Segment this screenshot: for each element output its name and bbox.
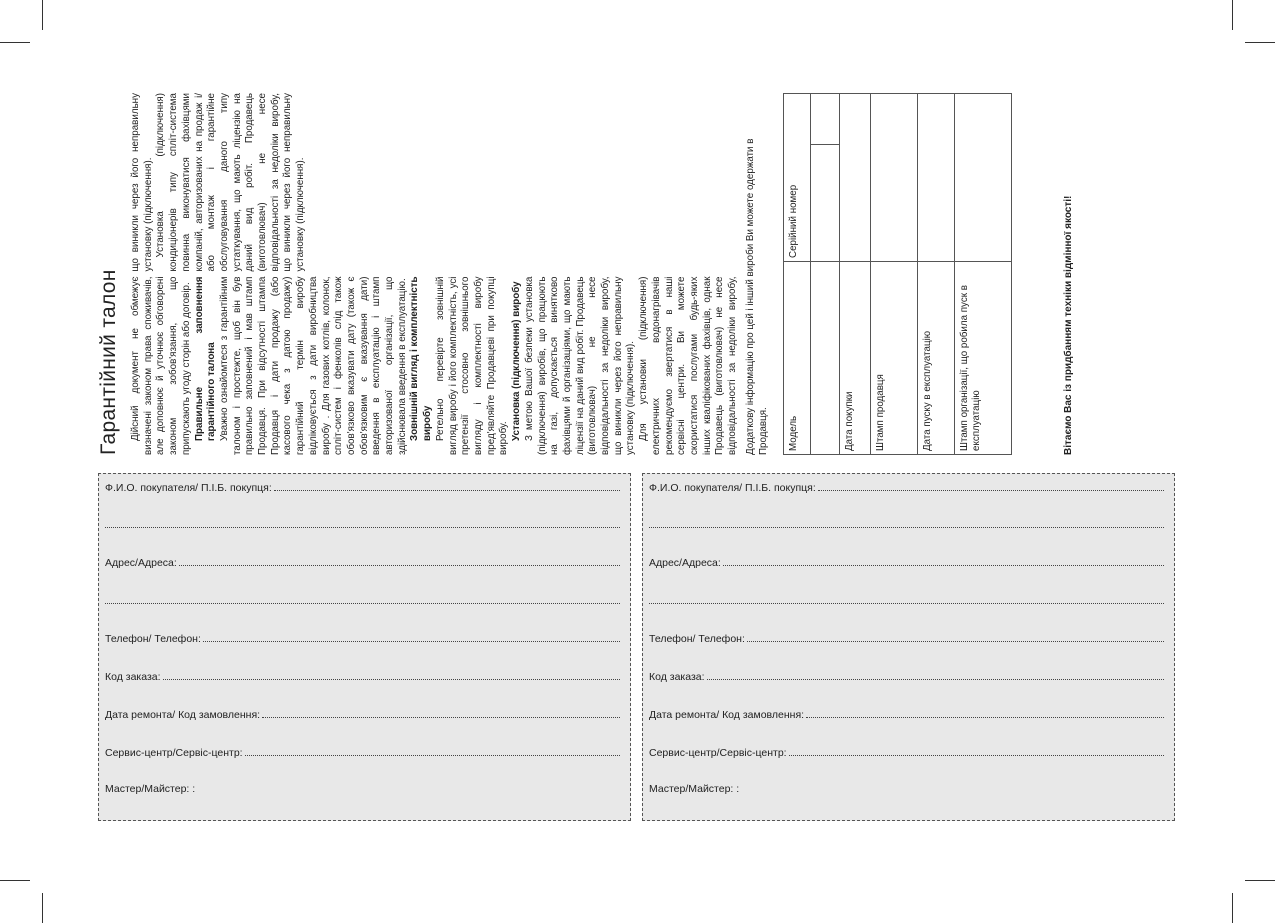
- service-field[interactable]: [789, 745, 1164, 756]
- install-paragraph-3: Установка (підключення) кондиціонерів типу спліт-система повинна виконуватися фахівцями компаній, авторизованих на продаж і/або монтаж і гарантійне обслуговування даного типу устаткування, що мають ліцензію на даний вид робіт. Продавець (виготовлювач) не несе відповідальності за недоліки виробу, що виникли через його неправильну установку (підключення).: [155, 93, 307, 272]
- address-row[interactable]: [649, 555, 1164, 569]
- model-cell: Модель: [784, 262, 811, 455]
- product-table: [783, 93, 1012, 455]
- buyer-label: Ф.И.О. покупателя/ П.І.Б. покупця:: [649, 482, 816, 494]
- service-row[interactable]: [649, 745, 1164, 759]
- serial-value-1: [811, 145, 840, 262]
- address-label: Адрес/Адреса:: [649, 557, 721, 569]
- address-field-2[interactable]: [105, 593, 620, 604]
- repair-date-field[interactable]: [262, 707, 620, 718]
- warranty-title: Гарантійний талон: [97, 269, 120, 455]
- org-stamp-cell: Штамп організації, що робила пуск в експлуатацію: [955, 262, 1012, 455]
- address-row-2[interactable]: [649, 593, 1164, 604]
- order-field[interactable]: [707, 669, 1164, 680]
- repair-date-label: Дата ремонта/ Код замовлення:: [649, 709, 805, 721]
- org-stamp-value: [955, 94, 1012, 262]
- warranty-section: [95, 85, 1075, 455]
- warranty-text: [130, 93, 750, 455]
- install-paragraph-2: Для установки (підключення) електричних водонагрівачів рекомендуємо звертатися в наші сервісні центри. Ви можете скористатися послугами будь-яких інших кваліфікованих фахівців, однак Продавець (виготовлювач) не несе відповідальності за недоліки виробу, що виникли через його неправильну установку (підключення).: [130, 93, 739, 455]
- master-row[interactable]: [649, 783, 1164, 795]
- service-field[interactable]: [245, 745, 620, 756]
- serial-value-2: [811, 94, 840, 145]
- start-date-cell: Дата пуску в експлуатацію: [918, 262, 955, 455]
- crop-mark: [0, 42, 30, 43]
- crop-mark: [1232, 0, 1233, 30]
- crop-mark: [42, 893, 43, 923]
- repair-coupon-2: [642, 473, 1175, 821]
- model-value: [811, 262, 840, 455]
- repair-date-label: Дата ремонта/ Код замовлення:: [105, 709, 261, 721]
- phone-row[interactable]: [649, 631, 1164, 645]
- phone-field[interactable]: [747, 631, 1164, 642]
- crop-mark: [0, 880, 30, 881]
- order-label: Код заказа:: [105, 671, 161, 683]
- buyer-field[interactable]: [818, 480, 1164, 491]
- purchase-date-value: [840, 94, 871, 262]
- extra-info: Додаткову інформацію про цей і інший вироби Ви можете одержати в Продавця.: [745, 138, 769, 455]
- order-row[interactable]: [105, 669, 620, 683]
- phone-field[interactable]: [203, 631, 620, 642]
- address-row-2[interactable]: [105, 593, 620, 604]
- order-label: Код заказа:: [649, 671, 705, 683]
- phone-label: Телефон/ Телефон:: [649, 633, 745, 645]
- install-heading: Установка (підключення) виробу: [511, 281, 523, 441]
- buyer-field[interactable]: [274, 480, 620, 491]
- master-label: Мастер/Майстер: :: [105, 783, 196, 795]
- crop-mark: [1232, 893, 1233, 923]
- buyer-field-2[interactable]: [649, 517, 1164, 528]
- phone-row[interactable]: [105, 631, 620, 645]
- address-label: Адрес/Адреса:: [105, 557, 177, 569]
- greeting-text: Вітаємо Вас із придбанням техніки відмінної якості!: [1063, 195, 1074, 455]
- repair-date-row[interactable]: [105, 707, 620, 721]
- purchase-date-cell: Дата покупки: [840, 262, 871, 455]
- phone-label: Телефон/ Телефон:: [105, 633, 201, 645]
- address-field-2[interactable]: [649, 593, 1164, 604]
- service-row[interactable]: [105, 745, 620, 759]
- fill-paragraph: Уважно ознайомтеся з гарантійним талоном і простежте, щоб він був правильно заповнений і мав штамп Продавця. При відсутності штампа Продавця і дати продажу (або касового чека з датою продажу) гарантійний термін виробу відліковується з дати виробництва виробу . Для газових котлів, колонок, спліт-систем і фенколів слід також обов'язково вказувати дату (також є обов'язковим є вказування дати) введення в експлуатацію і штамп авторизованої організації, що здійснювала введення в експлуатацію.: [218, 276, 408, 455]
- buyer-field-2[interactable]: [105, 517, 620, 528]
- order-row[interactable]: [649, 669, 1164, 683]
- repair-date-field[interactable]: [806, 707, 1164, 718]
- master-row[interactable]: [105, 783, 620, 795]
- crop-mark: [42, 0, 43, 30]
- start-date-value: [918, 94, 955, 262]
- buyer-row-2[interactable]: [105, 517, 620, 528]
- repair-date-row[interactable]: [649, 707, 1164, 721]
- order-field[interactable]: [163, 669, 620, 680]
- fill-heading: Правильне заповнення гарантійного талона: [193, 276, 218, 441]
- service-label: Сервис-центр/Сервіс-центр:: [105, 747, 243, 759]
- seller-stamp-value: [871, 94, 918, 262]
- service-label: Сервис-центр/Сервіс-центр:: [649, 747, 787, 759]
- appearance-paragraph: Ретельно перевірте зовнішній вигляд виробу і його комплектність, усі претензії стосовно зовнішнього вигляду і комплектності виробу пред'являйте Продавцеві при покупці виробу.: [434, 276, 510, 455]
- buyer-row-2[interactable]: [649, 517, 1164, 528]
- repair-coupon-1: [98, 473, 631, 821]
- seller-stamp-cell: Штамп продавця: [871, 262, 918, 455]
- crop-mark: [1245, 42, 1275, 43]
- serial-cell: Серійний номер: [784, 94, 811, 262]
- crop-mark: [1245, 880, 1275, 881]
- address-field[interactable]: [179, 555, 620, 566]
- appearance-heading: Зовнішній вигляд і комплектність виробу: [409, 276, 434, 441]
- install-paragraph-1: З метою Вашої безпеки установка (підключення) виробів, що працюють на газі, допускається винятково фахівцями й організаціями, що мають ліцензії на даний вид робіт. Продавець (виготовлювач) не несе відповідальності за недоліки виробу, що виникли через його неправильну установку (підключення).: [523, 276, 637, 455]
- buyer-row[interactable]: [105, 480, 620, 494]
- master-label: Мастер/Майстер: :: [649, 783, 740, 795]
- buyer-label: Ф.И.О. покупателя/ П.І.Б. покупця:: [105, 482, 272, 494]
- intro-paragraph: Дійсний документ не обмежує визначені законом права споживачів, але доповнює й уточнює обговорені законом зобов'язання, що припускають угоду сторін або договір.: [130, 276, 192, 455]
- address-field[interactable]: [723, 555, 1164, 566]
- buyer-row[interactable]: [649, 480, 1164, 494]
- address-row[interactable]: [105, 555, 620, 569]
